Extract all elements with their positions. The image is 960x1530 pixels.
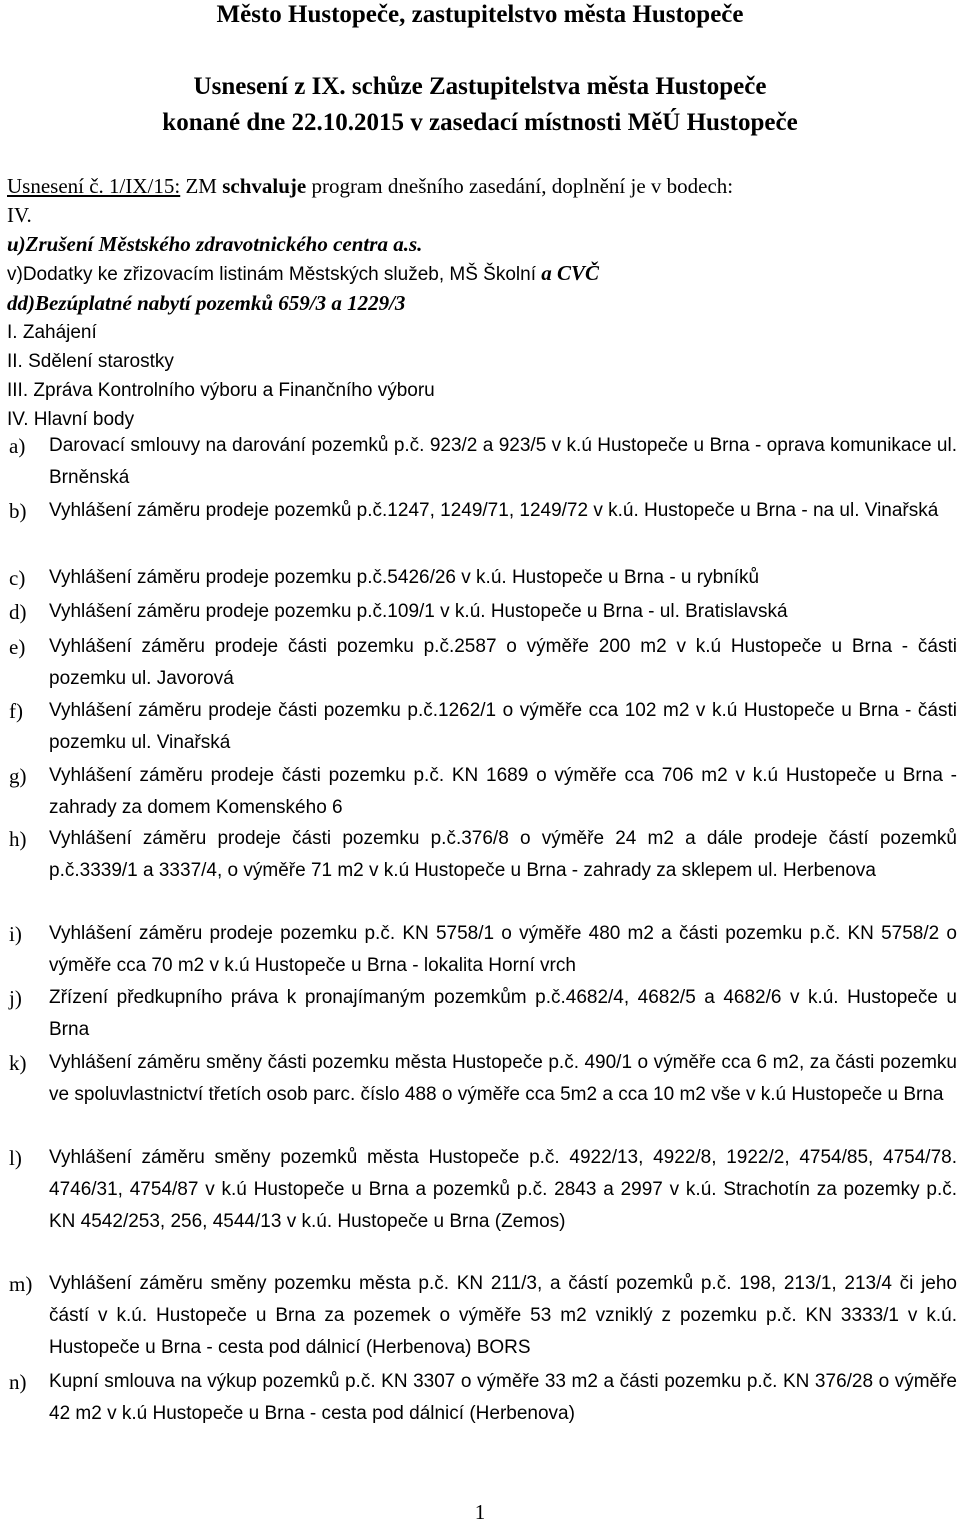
item-text: Kupní smlouva na výkup pozemků p.č. KN 3307 o výměře 33 m2 a části pozemku p.č. KN 376/28 o výměře 42 m2 v k.ú Hustopeče u Brna - cesta pod dálnicí (Herbenova) [49, 1371, 957, 1424]
resolution-block [7, 172, 957, 434]
item-letter: l) [9, 1146, 22, 1170]
item-letter: b) [9, 499, 27, 523]
item-letter: e) [9, 635, 26, 659]
item-letter: h) [9, 827, 27, 851]
item-text: Darovací smlouvy na darování pozemků p.č. 923/2 a 923/5 v k.ú Hustopeče u Brna - oprava komunikace ul. Brněnská [49, 435, 957, 488]
resolution-line [7, 172, 957, 201]
item-text: Vyhlášení záměru směny pozemku města p.č. KN 211/3, a částí pozemků p.č. 198, 213/1, 213/4 či jeho částí v k.ú. Hustopeče u Brna za pozemek o výměře 53 m2 vzniklý z pozemku p.č. KN 3333/1 v k.ú. Hustopeče u Brna - cesta pod dálnicí (Herbenova) BORS [49, 1273, 957, 1358]
item-letter: j) [9, 986, 22, 1010]
addition-v-italic: a CVČ [541, 261, 600, 285]
agenda-item: I. Zahájení [7, 322, 97, 343]
item-letter: g) [9, 764, 27, 788]
resolution-text: program dnešního zasedání, doplnění je v bodech: [311, 174, 734, 198]
item-text: Vyhlášení záměru prodeje části pozemku p.č. KN 1689 o výměře cca 706 m2 v k.ú Hustopeče u Brna - zahrady za domem Komenského 6 [49, 765, 957, 818]
item-text: Vyhlášení záměru prodeje pozemku p.č.109/1 v k.ú. Hustopeče u Brna - ul. Bratislavská [49, 601, 788, 622]
item-text: Vyhlášení záměru prodeje pozemku p.č. KN 5758/1 o výměře 480 m2 a části pozemku p.č. KN 5758/2 o výměře cca 70 m2 v k.ú Hustopeče u Brna - lokalita Horní vrch [49, 923, 957, 976]
item-text: Vyhlášení záměru prodeje části pozemku p.č.1262/1 o výměře cca 102 m2 v k.ú Hustopeče u Brna - části pozemku ul. Vinařská [49, 700, 957, 753]
item-text: Vyhlášení záměru prodeje pozemků p.č.1247, 1249/71, 1249/72 v k.ú. Hustopeče u Brna - na ul. Vinařská [49, 500, 939, 521]
agenda-item: III. Zpráva Kontrolního výboru a Finančního výboru [7, 380, 435, 401]
item-letter: a) [9, 434, 26, 458]
agenda-item: IV. Hlavní body [7, 409, 135, 430]
addition-u: u)Zrušení Městského zdravotnického centra a.s. [7, 232, 423, 256]
addition-v-text: v)Dodatky ke zřizovacím listinám Městských služeb, MŠ Školní [7, 264, 536, 285]
meeting-date-place: konané dne 22.10.2015 v zasedací místnosti MěÚ Hustopeče [162, 109, 798, 136]
item-text: Vyhlášení záměru prodeje části pozemku p.č.376/8 o výměře 24 m2 a dále prodeje částí pozemků p.č.3339/1 a 3337/4, o výměře 71 m2 v k.ú Hustopeče u Brna - zahrady za sklepem ul. Herbenova [49, 828, 957, 881]
agenda-item: II. Sdělení starostky [7, 351, 174, 372]
item-letter: k) [9, 1051, 27, 1075]
page-number: 1 [474, 1500, 486, 1524]
item-letter: f) [9, 699, 23, 723]
resolution-verb: schvaluje [222, 174, 307, 198]
item-text: Zřízení předkupního práva k pronajímaným pozemkům p.č.4682/4, 4682/5 a 4682/6 v k.ú. Hustopeče u Brna [49, 987, 957, 1040]
item-letter: d) [9, 600, 27, 624]
item-letter: i) [9, 922, 22, 946]
meeting-title: Usnesení z IX. schůze Zastupitelstva města Hustopeče [193, 73, 767, 100]
document-title: Město Hustopeče, zastupitelstvo města Hustopeče [216, 1, 744, 28]
resolution-iv: IV. [7, 203, 32, 227]
resolution-label: Usnesení č. 1/IX/15: [7, 174, 181, 198]
item-text: Vyhlášení záměru směny části pozemku města Hustopeče p.č. 490/1 o výměře cca 6 m2, za části pozemku ve spoluvlastnictví třetích osob parc. číslo 488 o výměře cca 5m2 a cca 10 m2 vše v k.ú Hustopeče u Brna [49, 1052, 957, 1105]
addition-dd: dd)Bezúplatné nabytí pozemků 659/3 a 1229/3 [7, 291, 406, 315]
item-letter: n) [9, 1370, 27, 1394]
item-letter: m) [9, 1272, 33, 1296]
item-text: Vyhlášení záměru prodeje pozemku p.č.5426/26 v k.ú. Hustopeče u Brna - u rybníků [49, 567, 760, 588]
item-text: Vyhlášení záměru směny pozemků města Hustopeče p.č. 4922/13, 4922/8, 1922/2, 4754/85, 4754/78. 4746/31, 4754/87 v k.ú Hustopeče u Brna a pozemků p.č. 2843 a 2997 v k.ú. Strachotín za pozemky p.č. KN 4542/253, 256, 4544/13 v k.ú. Hustopeče u Brna (Zemos) [49, 1147, 957, 1232]
addition-v [7, 259, 957, 289]
item-letter: c) [9, 566, 26, 590]
item-text: Vyhlášení záměru prodeje části pozemku p.č.2587 o výměře 200 m2 v k.ú Hustopeče u Brna - části pozemku ul. Javorová [49, 636, 957, 689]
resolution-subject: ZM [185, 174, 217, 198]
